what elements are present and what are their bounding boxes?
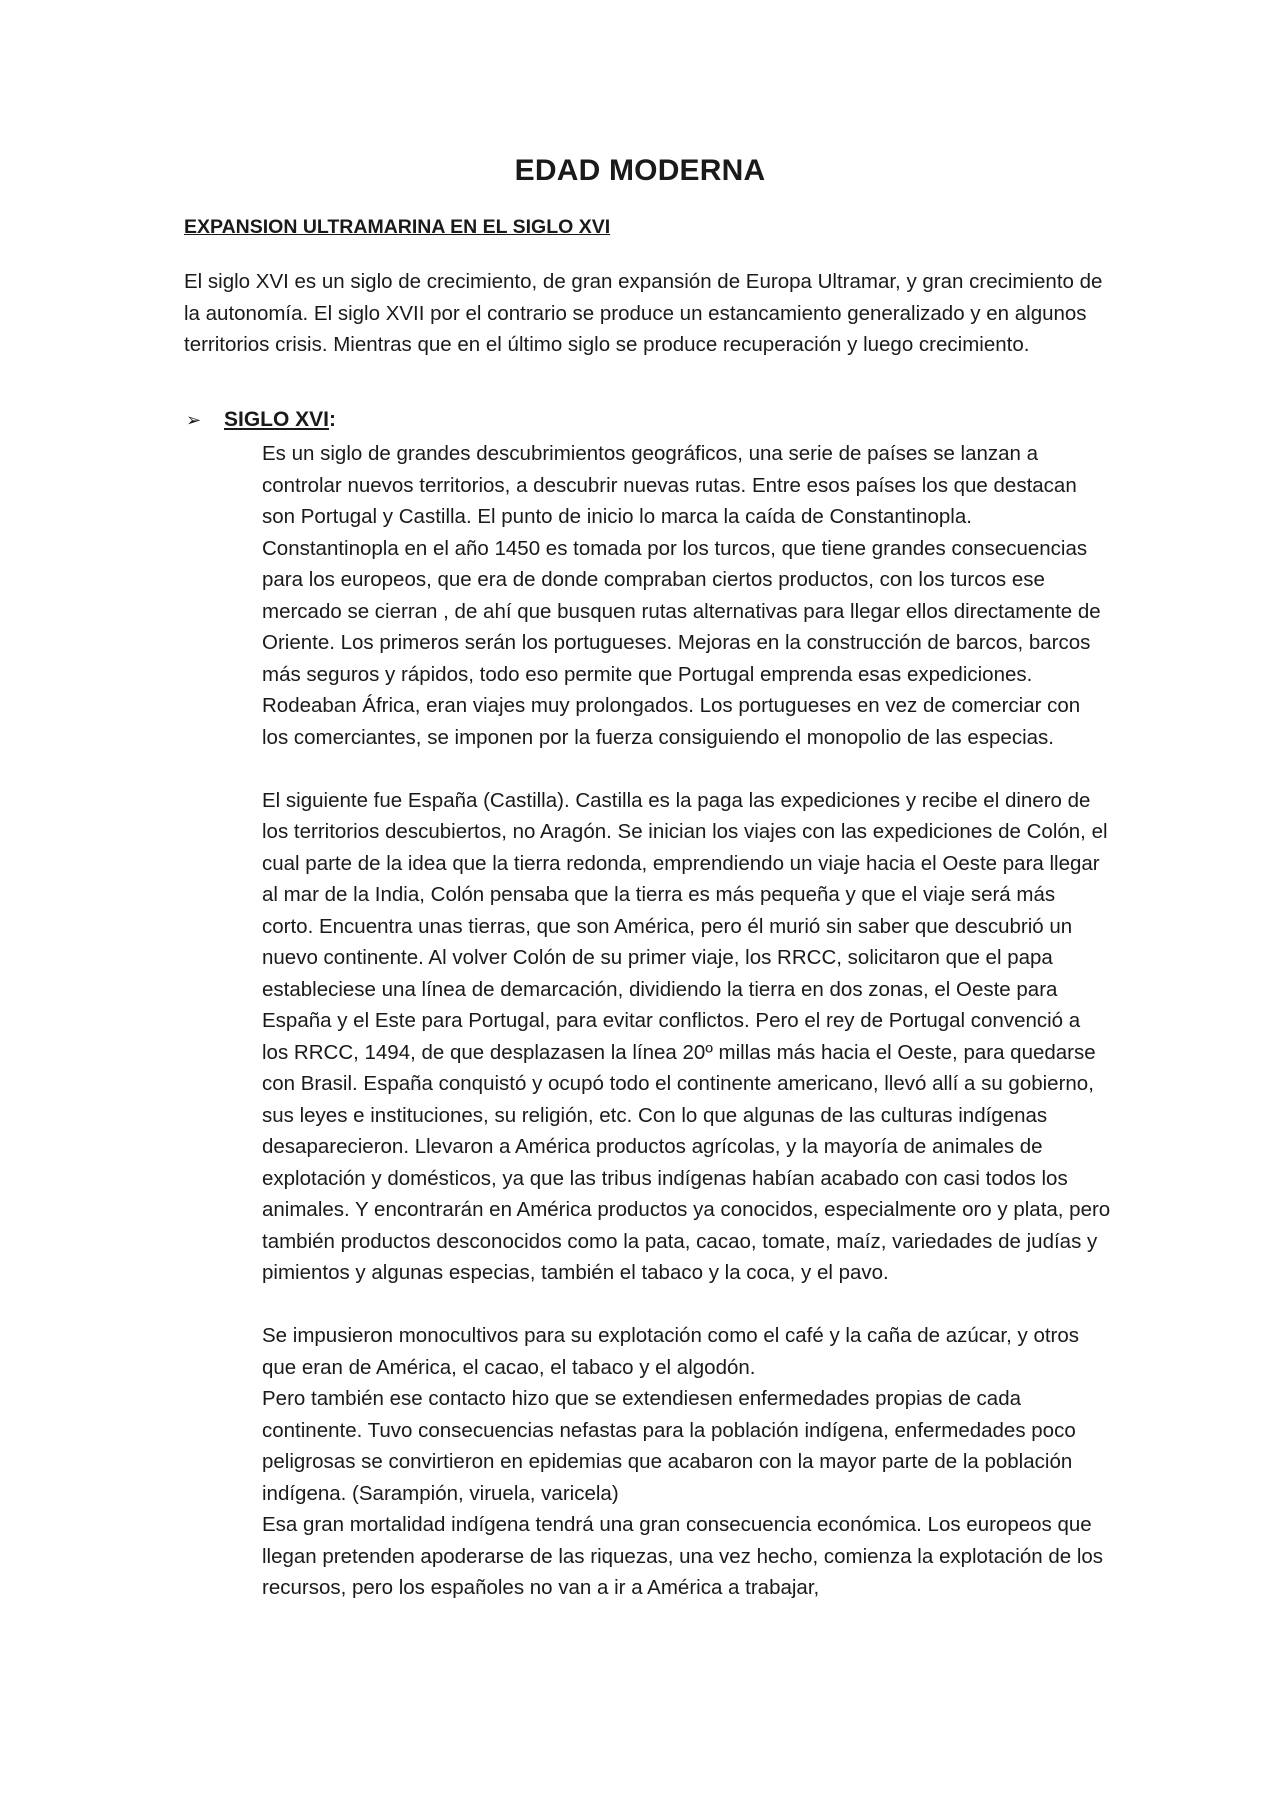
bullet-body [262,438,1112,1604]
intro-paragraph: El siglo XVI es un siglo de crecimiento, de gran expansión de Europa Ultramar, y gran crecimiento de la autonomía. El siglo XVII por el contrario se produce un estancamiento generalizado y en algunos territorios crisis. Mientras que en el último siglo se produce recuperación y luego crecimiento. [184,270,1103,356]
arrow-bullet-icon: ➢ [186,410,202,430]
body-paragraph: Es un siglo de grandes descubrimientos geográficos, una serie de países se lanzan a controlar nuevos territorios, a descubrir nuevas rutas. Entre esos países los que destacan son Portugal y Castilla. El punto de inicio lo marca la caída de Constantinopla. Constantinopla en el año 1450 es tomada por los turcos, que tiene grandes consecuencias para los europeos, que era de donde compraban ciertos productos, con los turcos ese mercado se cierran , de ahí que busquen rutas alternativas para llegar ellos directamente de Oriente. Los primeros serán los portugueses. Mejoras en la construcción de barcos, barcos más seguros y rápidos, todo eso permite que Portugal emprenda esas expediciones. Rodeaban África, eran viajes muy prolongados. Los portugueses en vez de comerciar con los comerciantes, se imponen por la fuerza consiguiendo el monopolio de las especias. [262,442,1101,749]
bullet-heading-label: SIGLO XVI [224,408,330,431]
bullet-heading-colon: : [329,408,337,431]
body-paragraph: Se impusieron monocultivos para su explotación como el café y la caña de azúcar, y otros que eran de América, el cacao, el tabaco y el algodón. [262,1324,1080,1379]
page-title: EDAD MODERNA [514,154,766,187]
body-paragraph: Pero también ese contacto hizo que se extendiesen enfermedades propias de cada continente. Tuvo consecuencias nefastas para la población indígena, enfermedades poco peligrosas se convirtieron en epidemias que acabaron con la mayor parte de la población indígena. (Sarampión, viruela, varicela) [262,1387,1076,1505]
section-heading: EXPANSION ULTRAMARINA EN EL SIGLO XVI [184,216,611,238]
bullet-heading [186,408,336,432]
body-paragraph: El siguiente fue España (Castilla). Castilla es la paga las expediciones y recibe el dinero de los territorios descubiertos, no Aragón. Se inician los viajes con las expediciones de Colón, el cual parte de la idea que la tierra redonda, emprendiendo un viaje hacia el Oeste para llegar al mar de la India, Colón pensaba que la tierra es más pequeña y que el viaje será más corto. Encuentra unas tierras, que son América, pero él murió sin saber que descubrió un nuevo continente. Al volver Colón de su primer viaje, los RRCC, solicitaron que el papa estableciese una línea de demarcación, dividiendo la tierra en dos zonas, el Oeste para España y el Este para Portugal, para evitar conflictos. Pero el rey de Portugal convenció a los RRCC, 1494, de que desplazasen la línea 20º millas más hacia el Oeste, para quedarse con Brasil. España conquistó y ocupó todo el continente americano, llevó allí a su gobierno, sus leyes e instituciones, su religión, etc. Con lo que algunas de las culturas indígenas desaparecieron. Llevaron a América productos agrícolas, y la mayoría de animales de explotación y domésticos, ya que las tribus indígenas habían acabado con casi todos los animales. Y encontrarán en América productos ya conocidos, especialmente oro y plata, pero también productos desconocidos como la pata, cacao, tomate, maíz, variedades de judías y pimientos y algunas especias, también el tabaco y la coca, y el pavo. [262,788,1111,1284]
body-paragraph: Esa gran mortalidad indígena tendrá una gran consecuencia económica. Los europeos que llegan pretenden apoderarse de las riquezas, una vez hecho, comienza la explotación de los recursos, pero los españoles no van a ir a América a trabajar, [262,1513,1104,1599]
